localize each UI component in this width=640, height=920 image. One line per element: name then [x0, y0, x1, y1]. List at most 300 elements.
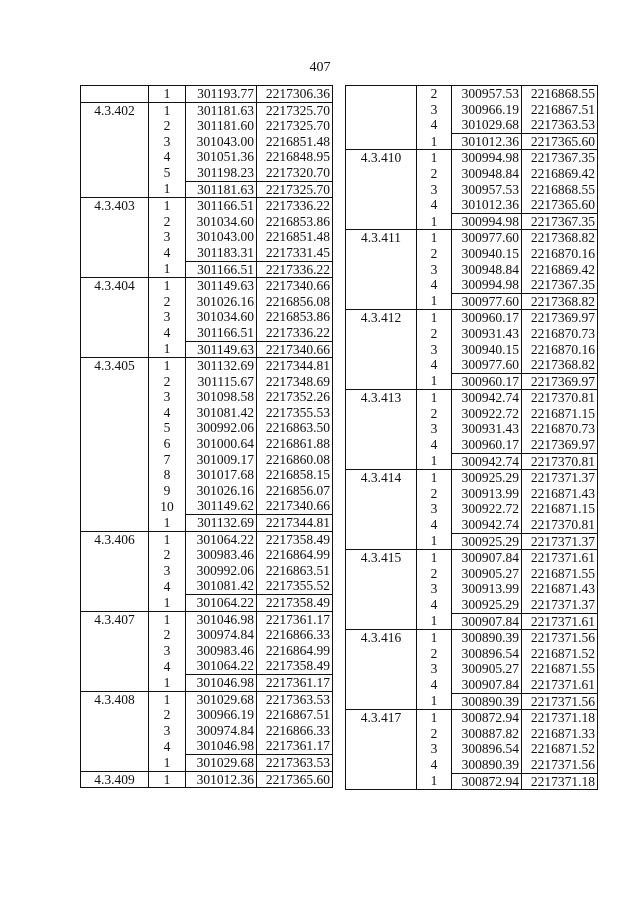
- section-cell: [346, 646, 417, 662]
- section-cell: [346, 102, 417, 118]
- y-coordinate-cell: 2217306.36: [257, 86, 333, 103]
- section-cell: [81, 325, 149, 341]
- x-coordinate-cell: 300992.06: [186, 563, 257, 579]
- table-row: [346, 726, 598, 742]
- y-coordinate-cell: 2216864.99: [257, 643, 333, 659]
- table-row: [346, 326, 598, 342]
- point-number-cell: 4: [163, 149, 171, 165]
- y-coordinate-cell: 2216871.52: [522, 646, 598, 662]
- table-row: [81, 515, 333, 532]
- table-row: [81, 86, 333, 103]
- section-cell: [81, 134, 149, 150]
- x-coordinate-cell: 300948.84: [452, 166, 522, 182]
- point-number-cell: 2: [163, 213, 171, 229]
- table-row: [346, 773, 598, 790]
- point-number-cell: 1: [417, 390, 452, 406]
- y-coordinate-cell: 2217361.17: [257, 611, 333, 627]
- section-cell: [346, 533, 417, 550]
- table-row: [346, 517, 598, 533]
- x-coordinate-cell: 300994.98: [452, 213, 522, 230]
- y-coordinate-cell: 2216866.33: [257, 627, 333, 643]
- point-number-cell: 2: [163, 118, 171, 134]
- section-cell: 4.3.404: [81, 278, 149, 294]
- point-number-cell: 1: [163, 181, 171, 197]
- point-number-cell: 4: [430, 517, 438, 533]
- section-cell: [81, 674, 149, 691]
- y-coordinate-cell: 2217363.53: [522, 117, 598, 133]
- point-number-cell: 4: [163, 738, 171, 754]
- y-coordinate-cell: 2217371.18: [522, 710, 598, 726]
- x-coordinate-cell: 301132.69: [186, 515, 257, 532]
- point-number-cell: 2: [430, 725, 438, 741]
- x-coordinate-cell: 300907.84: [452, 550, 522, 566]
- x-coordinate-cell: 300994.98: [452, 277, 522, 293]
- y-coordinate-cell: 2217340.66: [257, 278, 333, 294]
- x-coordinate-cell: 301081.42: [186, 405, 257, 421]
- y-coordinate-cell: 2217365.60: [522, 133, 598, 150]
- table-row: [346, 646, 598, 662]
- y-coordinate-cell: 2217368.82: [522, 357, 598, 373]
- y-coordinate-cell: 2216871.52: [522, 741, 598, 757]
- section-cell: [81, 165, 149, 181]
- table-row: [346, 277, 598, 293]
- table-row: [346, 230, 598, 246]
- section-cell: [81, 389, 149, 405]
- section-cell: [346, 357, 417, 373]
- section-cell: [81, 643, 149, 659]
- table-row: [346, 262, 598, 278]
- point-number-cell: 3: [430, 421, 438, 437]
- point-number-cell: 1: [149, 771, 186, 788]
- section-cell: [81, 118, 149, 134]
- x-coordinate-cell: 300960.17: [452, 373, 522, 390]
- table-row: [81, 547, 333, 563]
- table-row: [346, 757, 598, 773]
- table-row: [346, 373, 598, 390]
- x-coordinate-cell: 300925.29: [452, 533, 522, 550]
- table-row: [346, 710, 598, 726]
- y-coordinate-cell: 2216860.08: [257, 452, 333, 468]
- section-cell: [346, 117, 417, 133]
- x-coordinate-cell: 301000.64: [186, 436, 257, 452]
- section-cell: [81, 245, 149, 261]
- section-cell: [346, 326, 417, 342]
- y-coordinate-cell: 2217344.81: [257, 358, 333, 374]
- section-cell: [81, 563, 149, 579]
- y-coordinate-cell: 2217371.37: [522, 597, 598, 613]
- table-row: [81, 309, 333, 325]
- x-coordinate-cell: 301026.16: [186, 294, 257, 310]
- x-coordinate-cell: 300905.27: [452, 661, 522, 677]
- x-coordinate-cell: 300890.39: [452, 693, 522, 710]
- table-row: [346, 150, 598, 166]
- point-number-cell: 1: [163, 754, 171, 770]
- y-coordinate-cell: 2217358.49: [257, 531, 333, 547]
- x-coordinate-cell: 301166.51: [186, 325, 257, 341]
- x-coordinate-cell: 301149.62: [186, 498, 257, 514]
- point-number-cell: 5: [163, 165, 171, 181]
- table-row: [81, 674, 333, 691]
- section-cell: [346, 613, 417, 630]
- point-number-cell: 1: [430, 133, 438, 149]
- y-coordinate-cell: 2217358.49: [257, 658, 333, 674]
- y-coordinate-cell: 2216851.48: [257, 134, 333, 150]
- table-row: [81, 405, 333, 421]
- x-coordinate-cell: 301012.36: [186, 771, 257, 788]
- point-number-cell: 1: [417, 630, 452, 646]
- x-coordinate-cell: 300957.53: [452, 86, 522, 102]
- y-coordinate-cell: 2217325.70: [257, 181, 333, 198]
- table-row: [346, 342, 598, 358]
- table-row: [81, 198, 333, 214]
- section-cell: [81, 658, 149, 674]
- x-coordinate-cell: 301026.16: [186, 483, 257, 499]
- x-coordinate-cell: 300992.06: [186, 420, 257, 436]
- point-number-cell: 1: [417, 150, 452, 166]
- section-cell: [346, 661, 417, 677]
- x-coordinate-cell: 301034.60: [186, 214, 257, 230]
- table-row: [346, 197, 598, 213]
- section-cell: [81, 229, 149, 245]
- x-coordinate-cell: 301149.63: [186, 341, 257, 358]
- point-number-cell: 1: [163, 594, 171, 610]
- x-coordinate-cell: 300960.17: [452, 310, 522, 326]
- y-coordinate-cell: 2216861.88: [257, 436, 333, 452]
- section-cell: [346, 501, 417, 517]
- section-cell: [346, 566, 417, 582]
- section-cell: [81, 420, 149, 436]
- x-coordinate-cell: 301029.68: [452, 117, 522, 133]
- x-coordinate-cell: 300872.94: [452, 773, 522, 790]
- x-coordinate-cell: 300966.19: [186, 707, 257, 723]
- section-cell: [346, 342, 417, 358]
- point-number-cell: 2: [430, 565, 438, 581]
- x-coordinate-cell: 300977.60: [452, 357, 522, 373]
- section-cell: [346, 437, 417, 453]
- y-coordinate-cell: 2217336.22: [257, 198, 333, 214]
- x-coordinate-cell: 300974.84: [186, 723, 257, 739]
- point-number-cell: 1: [417, 470, 452, 486]
- point-number-cell: 3: [163, 722, 171, 738]
- x-coordinate-cell: 300896.54: [452, 646, 522, 662]
- table-row: [81, 754, 333, 771]
- point-number-cell: 9: [163, 482, 171, 498]
- point-number-cell: 1: [149, 531, 186, 547]
- y-coordinate-cell: 2216848.95: [257, 149, 333, 165]
- section-cell: [81, 405, 149, 421]
- point-number-cell: 1: [417, 550, 452, 566]
- section-cell: [346, 726, 417, 742]
- point-number-cell: 3: [430, 181, 438, 197]
- point-number-cell: 1: [163, 514, 171, 530]
- section-cell: 4.3.407: [81, 611, 149, 627]
- point-number-cell: 3: [163, 309, 171, 325]
- y-coordinate-cell: 2217371.61: [522, 613, 598, 630]
- x-coordinate-cell: 301166.51: [186, 198, 257, 214]
- point-number-cell: 2: [163, 547, 171, 563]
- x-coordinate-cell: 301193.77: [186, 86, 257, 103]
- y-coordinate-cell: 2217371.18: [522, 773, 598, 790]
- y-coordinate-cell: 2217369.97: [522, 310, 598, 326]
- y-coordinate-cell: 2217368.82: [522, 293, 598, 310]
- table-row: [346, 357, 598, 373]
- y-coordinate-cell: 2217363.53: [257, 691, 333, 707]
- table-row: [81, 229, 333, 245]
- section-cell: [81, 498, 149, 514]
- section-cell: [81, 738, 149, 754]
- y-coordinate-cell: 2217371.61: [522, 677, 598, 693]
- x-coordinate-cell: 300977.60: [452, 230, 522, 246]
- x-coordinate-cell: 301149.63: [186, 278, 257, 294]
- section-cell: [346, 246, 417, 262]
- table-row: [346, 613, 598, 630]
- x-coordinate-cell: 300907.84: [452, 677, 522, 693]
- section-cell: [346, 262, 417, 278]
- section-cell: 4.3.402: [81, 102, 149, 118]
- point-number-cell: 3: [430, 581, 438, 597]
- x-coordinate-cell: 301009.17: [186, 452, 257, 468]
- point-number-cell: 4: [430, 677, 438, 693]
- x-coordinate-cell: 300922.72: [452, 501, 522, 517]
- y-coordinate-cell: 2217355.52: [257, 578, 333, 594]
- y-coordinate-cell: 2217370.81: [522, 390, 598, 406]
- section-cell: [81, 578, 149, 594]
- table-row: [81, 102, 333, 118]
- point-number-cell: 2: [430, 325, 438, 341]
- x-coordinate-cell: 301046.98: [186, 738, 257, 754]
- y-coordinate-cell: 2217368.82: [522, 230, 598, 246]
- x-coordinate-cell: 301043.00: [186, 229, 257, 245]
- table-row: [346, 86, 598, 102]
- section-cell: [346, 421, 417, 437]
- x-coordinate-cell: 301081.42: [186, 578, 257, 594]
- table-row: [346, 453, 598, 470]
- table-row: [81, 738, 333, 754]
- y-coordinate-cell: 2216869.42: [522, 166, 598, 182]
- section-cell: [346, 293, 417, 310]
- table-row: [346, 166, 598, 182]
- section-cell: 4.3.406: [81, 531, 149, 547]
- y-coordinate-cell: 2216863.51: [257, 563, 333, 579]
- section-cell: [81, 483, 149, 499]
- table-row: [81, 325, 333, 341]
- section-cell: [346, 182, 417, 198]
- x-coordinate-cell: 301198.23: [186, 165, 257, 181]
- table-row: [81, 643, 333, 659]
- x-coordinate-cell: 301064.22: [186, 531, 257, 547]
- table-row: [81, 374, 333, 390]
- y-coordinate-cell: 2216870.73: [522, 326, 598, 342]
- y-coordinate-cell: 2217358.49: [257, 595, 333, 612]
- point-number-cell: 3: [163, 229, 171, 245]
- table-row: [346, 661, 598, 677]
- section-cell: 4.3.411: [346, 230, 417, 246]
- section-cell: [346, 773, 417, 790]
- point-number-cell: 1: [163, 674, 171, 690]
- point-number-cell: 4: [163, 578, 171, 594]
- x-coordinate-cell: 300925.29: [452, 597, 522, 613]
- x-coordinate-cell: 300905.27: [452, 566, 522, 582]
- point-number-cell: 4: [163, 245, 171, 261]
- x-coordinate-cell: 301132.69: [186, 358, 257, 374]
- y-coordinate-cell: 2216870.16: [522, 342, 598, 358]
- x-coordinate-cell: 300922.72: [452, 406, 522, 422]
- table-row: [346, 390, 598, 406]
- section-cell: [81, 374, 149, 390]
- table-row: [81, 658, 333, 674]
- y-coordinate-cell: 2216863.50: [257, 420, 333, 436]
- point-number-cell: 1: [149, 358, 186, 374]
- point-number-cell: 4: [430, 757, 438, 773]
- table-row: [81, 611, 333, 627]
- point-number-cell: 1: [417, 230, 452, 246]
- section-cell: [81, 294, 149, 310]
- point-number-cell: 5: [163, 420, 171, 436]
- point-number-cell: 1: [430, 533, 438, 549]
- y-coordinate-cell: 2216871.43: [522, 581, 598, 597]
- y-coordinate-cell: 2217371.56: [522, 757, 598, 773]
- point-number-cell: 3: [163, 642, 171, 658]
- y-coordinate-cell: 2217361.17: [257, 674, 333, 691]
- x-coordinate-cell: 300940.15: [452, 342, 522, 358]
- table-row: [81, 245, 333, 261]
- point-number-cell: 1: [149, 102, 186, 118]
- x-coordinate-cell: 301181.63: [186, 102, 257, 118]
- table-row: [81, 214, 333, 230]
- y-coordinate-cell: 2217336.22: [257, 325, 333, 341]
- point-number-cell: 8: [163, 467, 171, 483]
- y-coordinate-cell: 2216871.55: [522, 566, 598, 582]
- point-number-cell: 1: [430, 293, 438, 309]
- table-row: [81, 723, 333, 739]
- x-coordinate-cell: 301183.31: [186, 245, 257, 261]
- point-number-cell: 2: [430, 165, 438, 181]
- table-row: [346, 470, 598, 486]
- point-number-cell: 2: [417, 86, 452, 102]
- point-number-cell: 3: [430, 101, 438, 117]
- section-cell: [81, 149, 149, 165]
- y-coordinate-cell: 2216867.51: [257, 707, 333, 723]
- point-number-cell: 2: [430, 245, 438, 261]
- table-row: [346, 421, 598, 437]
- table-row: [81, 278, 333, 294]
- section-cell: [346, 166, 417, 182]
- table-row: [81, 707, 333, 723]
- y-coordinate-cell: 2217367.35: [522, 213, 598, 230]
- y-coordinate-cell: 2217325.70: [257, 118, 333, 134]
- x-coordinate-cell: 301181.60: [186, 118, 257, 134]
- table-row: [81, 563, 333, 579]
- table-row: [346, 133, 598, 150]
- table-row: [81, 149, 333, 165]
- x-coordinate-cell: 301012.36: [452, 197, 522, 213]
- section-cell: 4.3.415: [346, 550, 417, 566]
- y-coordinate-cell: 2216853.86: [257, 214, 333, 230]
- point-number-cell: 1: [163, 261, 171, 277]
- y-coordinate-cell: 2217361.17: [257, 738, 333, 754]
- table-row: [346, 406, 598, 422]
- coordinate-table-right: [345, 85, 598, 790]
- table-row: [81, 165, 333, 181]
- y-coordinate-cell: 2216856.07: [257, 483, 333, 499]
- table-row: [346, 102, 598, 118]
- y-coordinate-cell: 2217370.81: [522, 517, 598, 533]
- table-row: [81, 483, 333, 499]
- point-number-cell: 3: [430, 661, 438, 677]
- section-cell: 4.3.408: [81, 691, 149, 707]
- x-coordinate-cell: 300872.94: [452, 710, 522, 726]
- x-coordinate-cell: 300994.98: [452, 150, 522, 166]
- point-number-cell: 3: [430, 261, 438, 277]
- x-coordinate-cell: 300907.84: [452, 613, 522, 630]
- section-cell: [346, 486, 417, 502]
- y-coordinate-cell: 2217340.66: [257, 498, 333, 514]
- point-number-cell: 2: [430, 645, 438, 661]
- x-coordinate-cell: 300890.39: [452, 757, 522, 773]
- point-number-cell: 1: [149, 691, 186, 707]
- section-cell: [81, 452, 149, 468]
- y-coordinate-cell: 2217320.70: [257, 165, 333, 181]
- x-coordinate-cell: 301064.22: [186, 595, 257, 612]
- table-row: [346, 213, 598, 230]
- y-coordinate-cell: 2216871.55: [522, 661, 598, 677]
- y-coordinate-cell: 2216868.55: [522, 86, 598, 102]
- y-coordinate-cell: 2216870.16: [522, 246, 598, 262]
- section-cell: [81, 214, 149, 230]
- x-coordinate-cell: 300977.60: [452, 293, 522, 310]
- table-row: [81, 134, 333, 150]
- table-row: [81, 389, 333, 405]
- section-cell: 4.3.416: [346, 630, 417, 646]
- section-cell: [81, 707, 149, 723]
- section-cell: [346, 741, 417, 757]
- point-number-cell: 2: [163, 707, 171, 723]
- point-number-cell: 10: [160, 498, 174, 514]
- x-coordinate-cell: 300887.82: [452, 726, 522, 742]
- x-coordinate-cell: 300942.74: [452, 517, 522, 533]
- point-number-cell: 3: [430, 501, 438, 517]
- y-coordinate-cell: 2217367.35: [522, 277, 598, 293]
- y-coordinate-cell: 2217365.60: [257, 771, 333, 788]
- section-cell: [81, 547, 149, 563]
- section-cell: [81, 515, 149, 532]
- y-coordinate-cell: 2216871.15: [522, 406, 598, 422]
- section-cell: [346, 213, 417, 230]
- section-cell: 4.3.414: [346, 470, 417, 486]
- point-number-cell: 3: [430, 741, 438, 757]
- x-coordinate-cell: 300948.84: [452, 262, 522, 278]
- table-row: [81, 771, 333, 788]
- table-row: [346, 550, 598, 566]
- x-coordinate-cell: 301046.98: [186, 674, 257, 691]
- table-row: [81, 261, 333, 278]
- point-number-cell: 4: [430, 597, 438, 613]
- y-coordinate-cell: 2217367.35: [522, 150, 598, 166]
- section-cell: 4.3.403: [81, 198, 149, 214]
- table-row: [346, 501, 598, 517]
- table-row: [81, 181, 333, 198]
- section-cell: [81, 595, 149, 612]
- x-coordinate-cell: 300890.39: [452, 630, 522, 646]
- table-row: [346, 182, 598, 198]
- section-cell: [81, 436, 149, 452]
- point-number-cell: 2: [163, 293, 171, 309]
- y-coordinate-cell: 2217370.81: [522, 453, 598, 470]
- point-number-cell: 1: [417, 310, 452, 326]
- y-coordinate-cell: 2216870.73: [522, 421, 598, 437]
- section-cell: 4.3.413: [346, 390, 417, 406]
- y-coordinate-cell: 2216853.86: [257, 309, 333, 325]
